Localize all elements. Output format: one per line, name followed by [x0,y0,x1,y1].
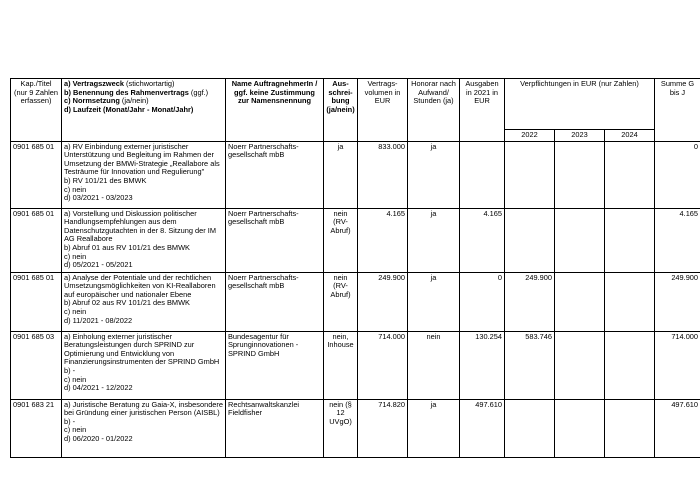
cell-volume: 714.820 [358,399,408,457]
header-spent: Ausgaben in 2021 in EUR [460,79,505,142]
cell-2022 [505,399,555,457]
cell-spent [460,141,505,208]
cell-volume: 714.000 [358,331,408,399]
cell-2022 [505,208,555,272]
table-row [11,208,700,272]
cell-sum: 4.165 [655,208,700,272]
cell-volume: 4.165 [358,208,408,272]
header-tender: Aus-schrei-bung (ja/nein) [324,79,358,142]
header-year-2023: 2023 [555,130,605,142]
cell-volume: 833.000 [358,141,408,208]
cell-kap: 0901 683 21 [11,399,62,457]
cell-tender: nein (RV-Abruf) [324,272,358,331]
header-contractor: Name AuftragnehmerIn / ggf. keine Zustimmung zur Namensnennung [226,79,324,142]
cell-kap: 0901 685 01 [11,272,62,331]
cell-2023 [555,331,605,399]
header-kap-titel: Kap./Titel (nur 9 Zahlen erfassen) [11,79,62,142]
cell-contractor: Noerr Partnerschafts-gesellschaft mbB [226,141,324,208]
cell-2023 [555,272,605,331]
cell-fee: ja [408,399,460,457]
cell-fee: ja [408,141,460,208]
cell-sum: 497.610 [655,399,700,457]
table-row [11,399,700,457]
cell-tender: nein, Inhouse [324,331,358,399]
cell-contractor: Noerr Partnerschafts-gesellschaft mbB [226,208,324,272]
cell-2022 [505,141,555,208]
cell-2022: 249.900 [505,272,555,331]
cell-spent: 130.254 [460,331,505,399]
cell-sum: 714.000 [655,331,700,399]
cell-2024 [605,141,655,208]
table-row [11,272,700,331]
header-commitments: Verpflichtungen in EUR (nur Zahlen) [505,79,655,130]
cell-2023 [555,399,605,457]
cell-description: a) Analyse der Potentiale und der rechtlichen Umsetzungsmöglichkeiten von KI-Reallaboren auf europäischer und nationaler Ebene b) Abruf 02 aus RV 101/21 des BMWK c) nein d) 11/2021 - 08/2022 [62,272,226,331]
cell-sum: 0 [655,141,700,208]
cell-spent: 497.610 [460,399,505,457]
cell-fee: ja [408,208,460,272]
header-purpose: a) Vertragszweck (stichwortartig) b) Benennung des Rahmenvertrags (ggf.) c) Normsetzung (ja/nein) d) Laufzeit (Monat/Jahr - Monat/Jahr) [62,79,226,142]
header-row [11,79,700,130]
cell-description: a) Vorstellung und Diskussion politischer Handlungsempfehlungen aus dem Datenschutzgutachten in der 8. Sitzung der IM AG Reallabore b) Abruf 01 aus RV 101/21 des BMWK c) nein d) 05/2021 - 05/2021 [62,208,226,272]
cell-2022: 583.746 [505,331,555,399]
cell-tender: nein (RV-Abruf) [324,208,358,272]
cell-2024 [605,272,655,331]
cell-2024 [605,208,655,272]
cell-spent: 4.165 [460,208,505,272]
cell-2023 [555,141,605,208]
cell-spent: 0 [460,272,505,331]
cell-volume: 249.900 [358,272,408,331]
cell-contractor: Bundesagentur für Sprunginnovationen - SPRIND GmbH [226,331,324,399]
cell-tender: ja [324,141,358,208]
cell-kap: 0901 685 01 [11,141,62,208]
cell-contractor: Noerr Partnerschafts-gesellschaft mbB [226,272,324,331]
cell-sum: 249.900 [655,272,700,331]
header-sum: Summe G bis J [655,79,700,142]
cell-2023 [555,208,605,272]
header-volume: Vertrags-volumen in EUR [358,79,408,142]
cell-kap: 0901 685 03 [11,331,62,399]
header-fee: Honorar nach Aufwand/ Stunden (ja) [408,79,460,142]
cell-contractor: Rechtsanwaltskanzlei Fieldfisher [226,399,324,457]
contracts-table [10,78,700,458]
cell-kap: 0901 685 01 [11,208,62,272]
header-year-2022: 2022 [505,130,555,142]
cell-2024 [605,399,655,457]
table-row [11,141,700,208]
cell-fee: ja [408,272,460,331]
cell-description: a) RV Einbindung externer juristischer Unterstützung und Begleitung im Rahmen der Umsetzung der BMWi-Strategie „Reallabore als Testräume für Innovation und Regulierung" b) RV 101/21 des BMWK c) nein d) 03/2021 - 03/2023 [62,141,226,208]
header-year-2024: 2024 [605,130,655,142]
cell-description: a) Juristische Beratung zu Gaia-X, insbesondere bei Gründung einer juristischen Person (AISBL) b) - c) nein d) 06/2020 - 01/2022 [62,399,226,457]
cell-2024 [605,331,655,399]
cell-description: a) Einholung externer juristischer Beratungsleistungen durch SPRIND zur Optimierung und Entwicklung von Finanzierungsinstrumenten der SPRIND GmbH b) - c) nein d) 04/2021 - 12/2022 [62,331,226,399]
cell-tender: nein (§ 12 UVgO) [324,399,358,457]
cell-fee: nein [408,331,460,399]
table-row [11,331,700,399]
